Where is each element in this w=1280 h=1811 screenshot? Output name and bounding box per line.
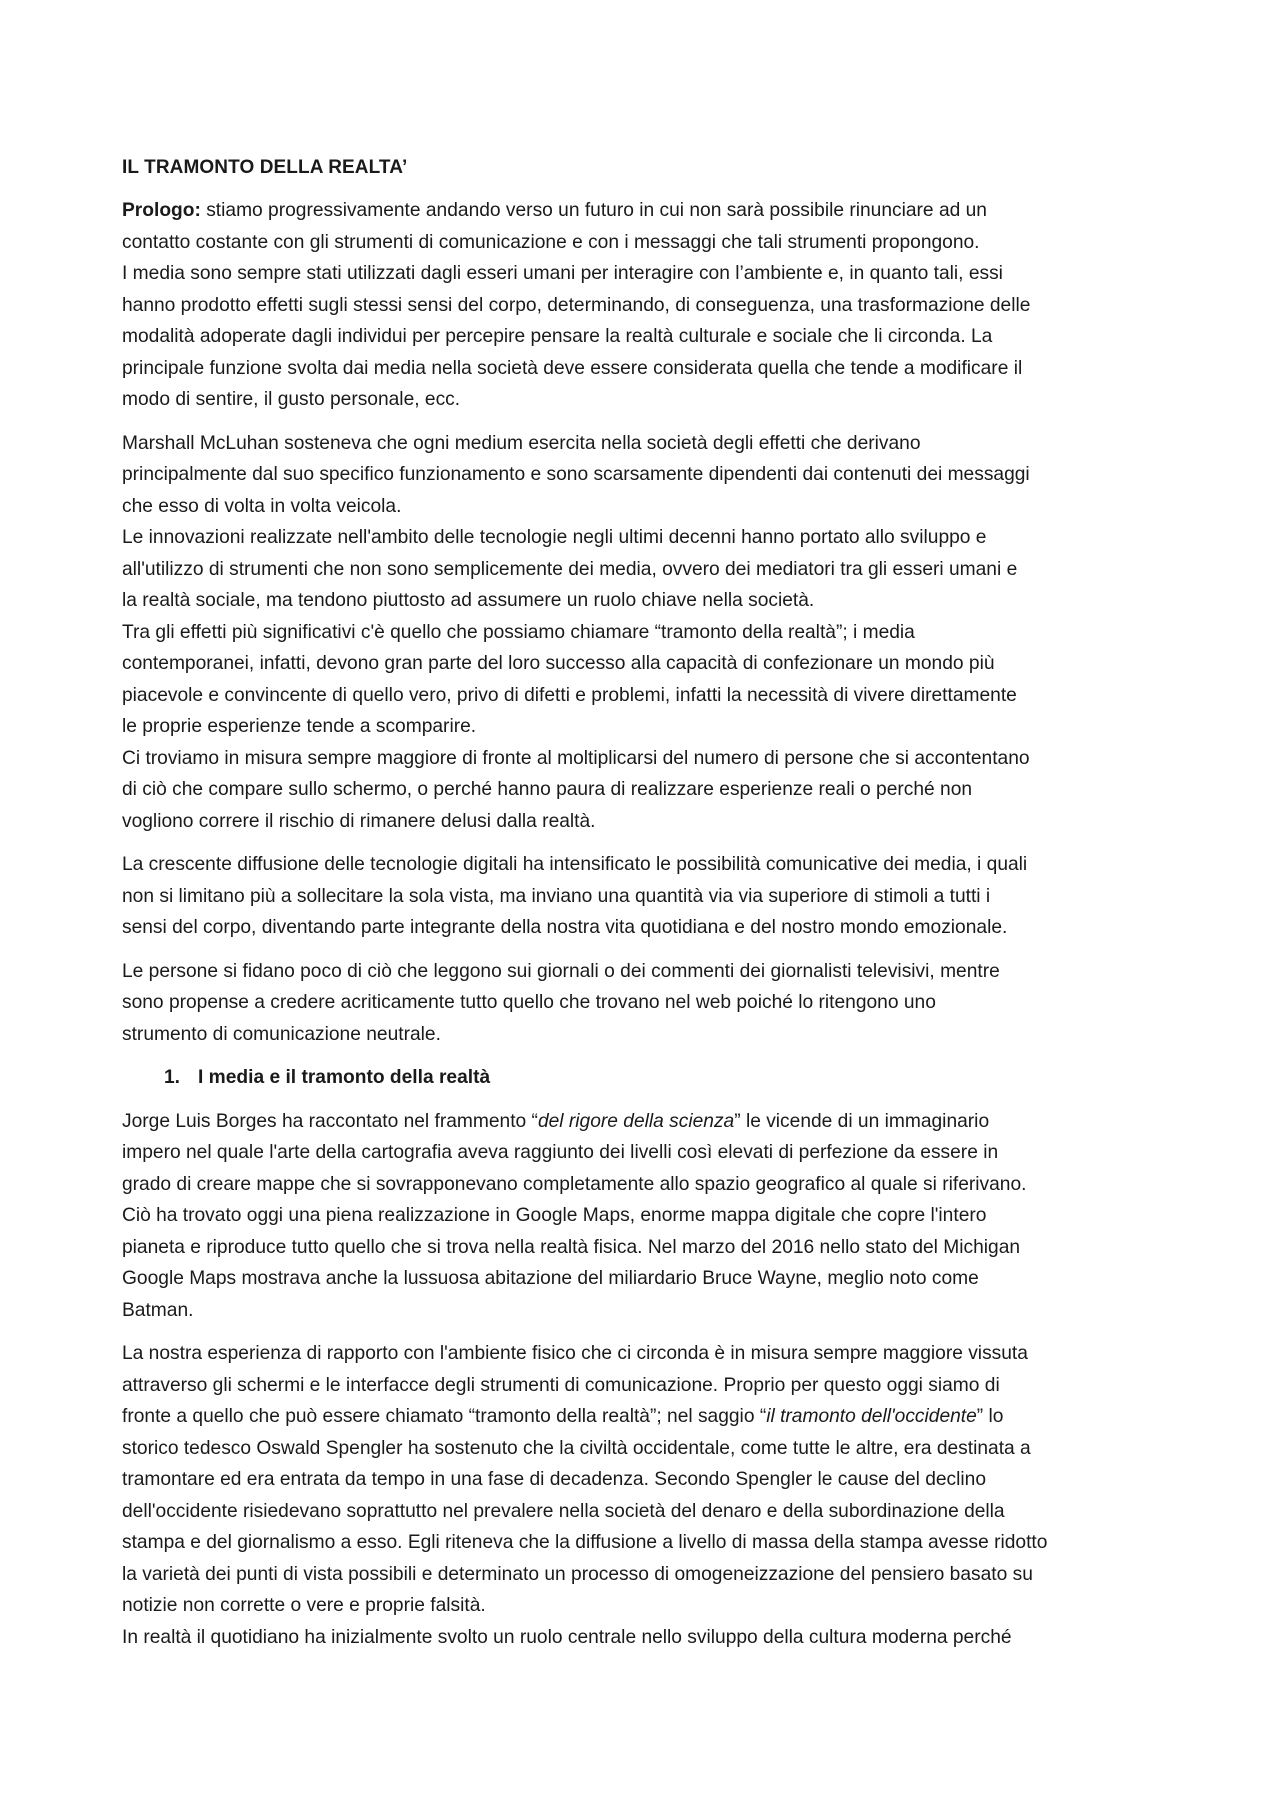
text-line: principalmente dal suo specifico funzionamento e sono scarsamente dipendenti dai contenuti dei messaggi (122, 464, 1030, 485)
text-line: contatto costante con gli strumenti di comunicazione e con i messaggi che tali strumenti propongono. (122, 231, 980, 253)
text-fragment: ” le vicende di un immaginario (734, 1110, 990, 1132)
text-line: tramontare ed era entrata da tempo in una fase di decadenza. Secondo Spengler le cause del declino (122, 1469, 987, 1490)
prologue-lead: Prologo: (122, 200, 201, 221)
text-line: non si limitano più a sollecitare la sola vista, ma inviano una quantità via via superiore di stimoli a tutti i (122, 885, 991, 907)
text-fragment: ” lo (976, 1406, 1004, 1427)
text-line: principale funzione svolta dai media nella società deve essere considerata quella che tende a modificare il (122, 357, 1023, 379)
text-fragment: fronte a quello che può essere chiamato “tramonto della realtà”; nel saggio “ (122, 1406, 767, 1427)
spengler-paragraph (122, 1338, 1168, 1653)
text-line: Tra gli effetti più significativi c'è quello che possiamo chiamare “tramonto della realtà”; i media (122, 621, 915, 643)
text-line: di ciò che compare sullo schermo, o perché hanno paura di realizzare esperienze reali o perché non (122, 779, 973, 800)
text-line: all'utilizzo di strumenti che non sono semplicemente dei media, ovvero dei mediatori tra gli esseri umani e (122, 558, 1018, 580)
text-line: modo di sentire, il gusto personale, ecc. (122, 389, 461, 410)
text-line: contemporanei, infatti, devono gran parte del loro successo alla capacità di confezionare un mondo più (122, 653, 995, 674)
text-line: modalità adoperate dagli individui per percepire pensare la realtà culturale e sociale che li circonda. La (122, 326, 993, 347)
text-line: notizie non corrette o vere e proprie falsità. (122, 1595, 486, 1616)
text-line: strumento di comunicazione neutrale. (122, 1023, 441, 1045)
text-line: vogliono correre il rischio di rimanere delusi dalla realtà. (122, 810, 596, 832)
text-line: pianeta e riproduce tutto quello che si trova nella realtà fisica. Nel marzo del 2016 nello stato del Michigan (122, 1236, 1021, 1258)
text-line: impero nel quale l'arte della cartografia aveva raggiunto dei livelli così elevati di perfezione da essere in (122, 1142, 999, 1163)
text-line: La crescente diffusione delle tecnologie digitali ha intensificato le possibilità comunicative dei media, i quali (122, 854, 1028, 875)
text-line: Marshall McLuhan sosteneva che ogni medium esercita nella società degli effetti che derivano (122, 432, 921, 454)
section-title: I media e il tramonto della realtà (198, 1067, 491, 1088)
text-line: attraverso gli schermi e le interfacce degli strumenti di comunicazione. Proprio per questo oggi siamo di (122, 1374, 1000, 1396)
text-line: che esso di volta in volta veicola. (122, 495, 402, 517)
prologue-first-line-text: stiamo progressivamente andando verso un futuro in cui non sarà possibile rinunciare ad un (200, 200, 987, 221)
text-line: Le persone si fidano poco di ciò che leggono sui giornali o dei commenti dei giornalisti televisivi, mentre (122, 960, 1000, 982)
document-title: IL TRAMONTO DELLA REALTA’ (122, 157, 408, 178)
italic-title: del rigore della scienza (537, 1110, 735, 1132)
italic-title: il tramonto dell'occidente (766, 1406, 977, 1427)
section-number: 1. (164, 1067, 181, 1088)
prologue-first-line (122, 195, 1168, 227)
text-line: piacevole e convincente di quello vero, privo di difetti e problemi, infatti la necessità di vivere direttamente (122, 684, 1017, 706)
text-line: Ciò ha trovato oggi una piena realizzazione in Google Maps, enorme mappa digitale che copre l'intero (122, 1205, 987, 1226)
text-line: sono propense a credere acriticamente tutto quello che trovano nel web poiché lo ritengono uno (122, 992, 936, 1013)
text-line: la realtà sociale, ma tendono piuttosto ad assumere un ruolo chiave nella società. (122, 590, 815, 611)
text-line: Batman. (122, 1299, 194, 1321)
text-line: In realtà il quotidiano ha inizialmente svolto un ruolo centrale nello sviluppo della cultura moderna perché (122, 1626, 1012, 1648)
borges-first-line (122, 1106, 1168, 1138)
text-line: hanno prodotto effetti sugli stessi sensi del corpo, determinando, di conseguenza, una trasformazione delle (122, 294, 1031, 316)
text-line: La nostra esperienza di rapporto con l'ambiente fisico che ci circonda è in misura sempre maggiore vissuta (122, 1343, 1028, 1364)
text-line: le proprie esperienze tende a scomparire. (122, 716, 477, 737)
text-line: sensi del corpo, diventando parte integrante della nostra vita quotidiana e del nostro mondo emozionale. (122, 917, 1008, 938)
borges-paragraph (122, 1106, 1168, 1327)
document-page (122, 152, 1168, 1665)
spengler-italic-line (122, 1401, 1168, 1433)
text-line: I media sono sempre stati utilizzati dagli esseri umani per interagire con l’ambiente e, in quanto tali, essi (122, 263, 1003, 284)
trust-paragraph (122, 956, 1168, 1051)
text-fragment: Jorge Luis Borges ha raccontato nel frammento “ (122, 1110, 538, 1132)
text-line: Google Maps mostrava anche la lussuosa abitazione del miliardario Bruce Wayne, meglio noto come (122, 1268, 979, 1289)
text-line: storico tedesco Oswald Spengler ha sostenuto che la civiltà occidentale, come tutte le altre, era destinata a (122, 1437, 1031, 1459)
text-line: Le innovazioni realizzate nell'ambito delle tecnologie negli ultimi decenni hanno portato allo sviluppo e (122, 527, 987, 548)
text-line: dell'occidente risiedevano soprattutto nel prevalere nella società del denaro e della subordinazione della (122, 1500, 1005, 1522)
section-heading (122, 1062, 1168, 1094)
text-line: la varietà dei punti di vista possibili e determinato un processo di omogeneizzazione del pensiero basato su (122, 1563, 1033, 1585)
text-line: Ci troviamo in misura sempre maggiore di fronte al moltiplicarsi del numero di persone che si accontentano (122, 747, 1030, 769)
digital-paragraph (122, 849, 1168, 944)
prologue-paragraph (122, 195, 1168, 416)
text-line: stampa e del giornalismo a esso. Egli riteneva che la diffusione a livello di massa della stampa avesse ridotto (122, 1532, 1048, 1553)
mcluhan-paragraph (122, 428, 1168, 838)
text-line: grado di creare mappe che si sovrapponevano completamente allo spazio geografico al quale si riferivano. (122, 1173, 1027, 1195)
